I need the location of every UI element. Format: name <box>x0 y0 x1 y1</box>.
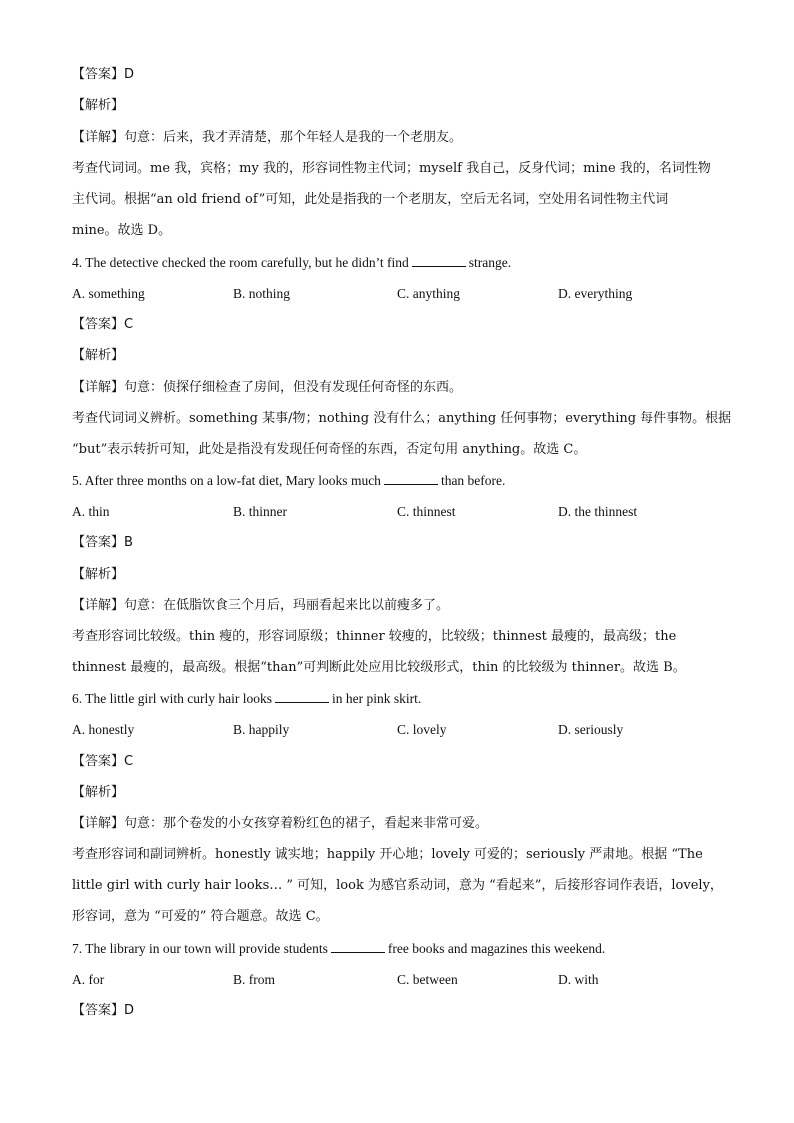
answer-blank <box>412 254 466 267</box>
question-4-stem: 4. The detective checked the room carefully, but he didn’t find <box>72 255 409 270</box>
explanation-4-line1: 考查代词词义辨析。something 某事/物；nothing 没有什么；anything 任何事物；everything 每件事物。根据 <box>72 411 732 426</box>
option-6a: A. honestly <box>72 722 135 737</box>
explanation-4-meaning: 【详解】句意：侦探仔细检查了房间，但没有发现任何奇怪的东西。 <box>72 380 463 395</box>
explanation-3-line3: mine。故选 D。 <box>72 223 172 238</box>
explanation-5-line2: thinnest 最瘦的，最高级。根据“than”可判断此处应用比较级形式，thin 的比较级为 thinner。故选 B。 <box>72 660 686 675</box>
explanation-6-meaning: 【详解】句意：那个卷发的小女孩穿着粉红色的裙子，看起来非常可爱。 <box>72 816 489 831</box>
option-4d: D. everything <box>558 286 633 301</box>
answer-3: 【答案】D <box>72 67 135 82</box>
option-4c: C. anything <box>397 286 460 301</box>
option-6c: C. lovely <box>397 722 447 737</box>
answer-blank <box>331 940 385 953</box>
question-5-stem: 5. After three months on a low-fat diet, Mary looks much <box>72 473 381 488</box>
explanation-4-line2: “but”表示转折可知，此处是指没有发现任何奇怪的东西，否定句用 anything。故选 C。 <box>72 442 587 457</box>
explanation-3-line2: 主代词。根据“an old friend of”可知，此处是指我的一个老朋友，空后无名词，空处用名词性物主代词 <box>72 192 669 207</box>
analysis-label-6: 【解析】 <box>72 785 125 800</box>
explanation-6-line1: 考查形容词和副词辨析。honestly 诚实地；happily 开心地；lovely 可爱的；seriously 严肃地。根据 “The <box>72 847 703 862</box>
explanation-3-meaning: 【详解】句意：后来，我才弄清楚，那个年轻人是我的一个老朋友。 <box>72 130 463 145</box>
option-7d: D. with <box>558 972 599 987</box>
analysis-label-4: 【解析】 <box>72 348 125 363</box>
option-5c: C. thinnest <box>397 504 456 519</box>
answer-blank <box>275 690 329 703</box>
option-7a: A. for <box>72 972 105 987</box>
option-5b: B. thinner <box>233 504 287 519</box>
analysis-label-3: 【解析】 <box>72 98 125 113</box>
option-4b: B. nothing <box>233 286 291 301</box>
question-7 <box>72 939 732 959</box>
option-7c: C. between <box>397 972 458 987</box>
option-4a: A. something <box>72 286 145 301</box>
answer-7: 【答案】D <box>72 1003 135 1018</box>
answer-6: 【答案】C <box>72 754 134 769</box>
option-6d: D. seriously <box>558 722 624 737</box>
question-6-stem: 6. The little girl with curly hair looks <box>72 691 272 706</box>
answer-4: 【答案】C <box>72 317 134 332</box>
answer-5: 【答案】B <box>72 535 133 550</box>
explanation-3-line1: 考查代词词。me 我，宾格；my 我的，形容词性物主代词；myself 我自己，反身代词；mine 我的，名词性物 <box>72 161 711 176</box>
question-5 <box>72 471 732 491</box>
option-5d: D. the thinnest <box>558 504 638 519</box>
answer-blank <box>384 472 438 485</box>
analysis-label-5: 【解析】 <box>72 567 125 582</box>
question-7-tail: free books and magazines this weekend. <box>387 941 606 956</box>
question-5-tail: than before. <box>440 473 506 488</box>
explanation-5-meaning: 【详解】句意：在低脂饮食三个月后，玛丽看起来比以前瘦多了。 <box>72 598 450 613</box>
question-6 <box>72 689 732 709</box>
question-4-tail: strange. <box>468 255 512 270</box>
explanation-6-line2: little girl with curly hair looks… ” 可知，look 为感官系动词，意为 “看起来”，后接形容词作表语，lovely， <box>72 878 723 893</box>
option-7b: B. from <box>233 972 275 987</box>
explanation-6-line3: 形容词，意为 “可爱的” 符合题意。故选 C。 <box>72 909 329 924</box>
option-5a: A. thin <box>72 504 110 519</box>
option-6b: B. happily <box>233 722 290 737</box>
question-6-tail: in her pink skirt. <box>331 691 422 706</box>
question-7-stem: 7. The library in our town will provide students <box>72 941 328 956</box>
question-4 <box>72 253 732 273</box>
explanation-5-line1: 考查形容词比较级。thin 瘦的，形容词原级；thinner 较瘦的，比较级；thinnest 最瘦的，最高级；the <box>72 629 677 644</box>
